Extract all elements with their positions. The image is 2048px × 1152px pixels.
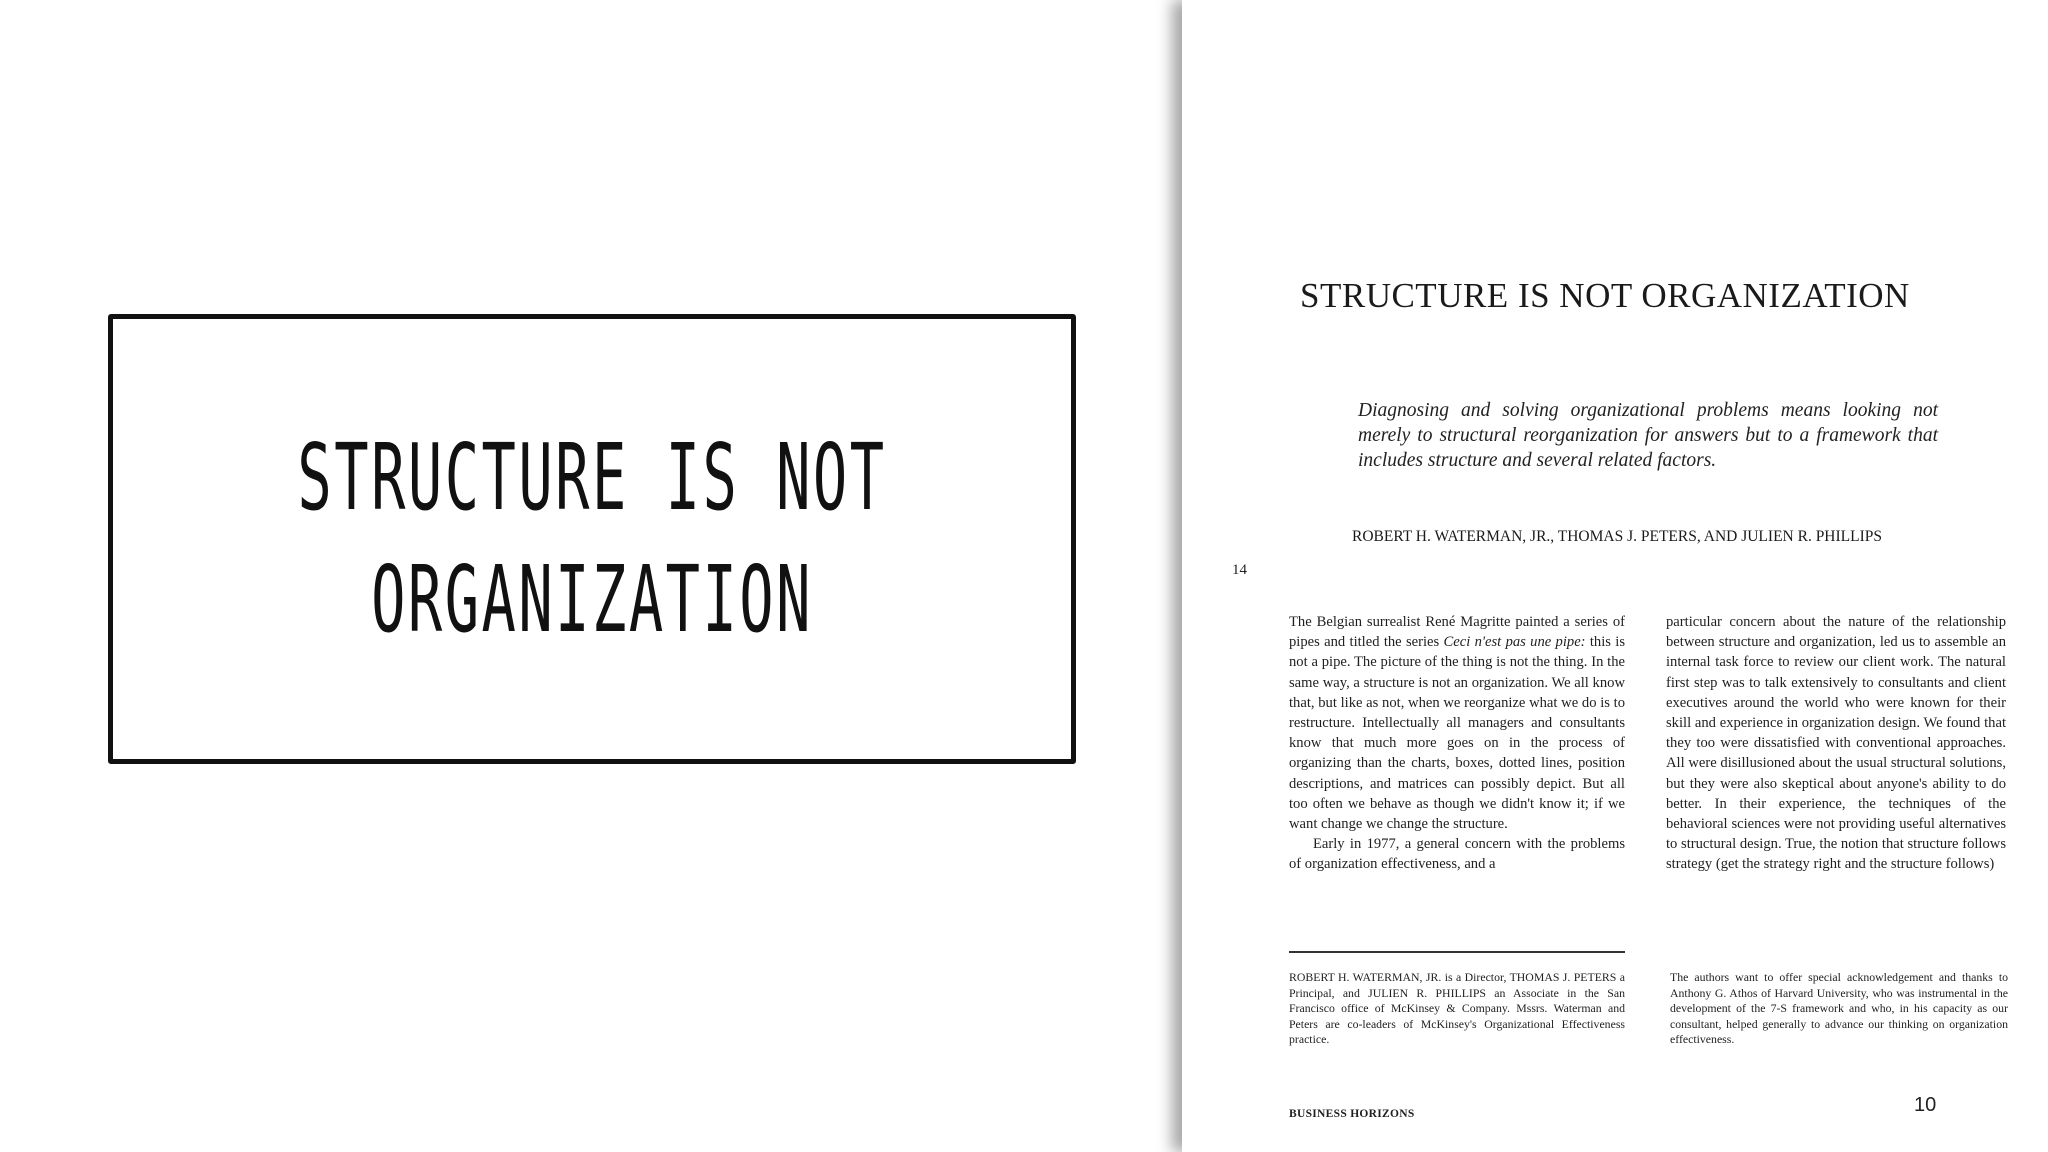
column-left-paragraph-2: Early in 1977, a general concern with the problems of organization effectiveness, and a xyxy=(1289,836,1625,873)
article-authors: ROBERT H. WATERMAN, JR., THOMAS J. PETERS, AND JULIEN R. PHILLIPS xyxy=(1352,528,1883,545)
column-left-paragraph-1 xyxy=(1289,612,1625,834)
article-column-left xyxy=(1289,612,1625,875)
footnote-authors: ROBERT H. WATERMAN, JR. is a Director, THOMAS J. PETERS a Principal, and JULIEN R. PHILLIPS an Associate in the San Francisco office of McKinsey & Company. Mssrs. Waterman and Peters are co-leaders of McKinsey's Organizational Effectiveness practice. xyxy=(1289,970,1625,1047)
article-abstract: Diagnosing and solving organizational problems means looking not merely to structural reorganization for answers but to a framework that includes structure and several related factors. xyxy=(1358,400,1938,471)
footnote-acknowledgement: The authors want to offer special acknowledgement and thanks to Anthony G. Athos of Harvard University, who was instrumental in the development of the 7-S framework and who, in his capacity as our consultant, helped generally to advance our thinking on organization effectiveness. xyxy=(1670,970,2008,1047)
column-right-paragraph-1: particular concern about the nature of the relationship between structure and organization, led us to assemble an internal task force to review our client work. The natural first step was to talk extensively to consultants and client executives around the world who were known for their skill and experience in organization design. We found that they too were dissatisfied with conventional approaches. All were disillusioned about the usual structural solutions, but they were also skeptical about anyone's ability to do better. In their experience, the techniques of the behavioral sciences were not providing useful alternatives to structural design. True, the notion that structure follows strategy (get the strategy right and the structure follows) xyxy=(1666,614,2006,873)
article-column-right xyxy=(1666,612,2006,875)
para1-text-end: this is not a pipe. The picture of the thing is not the thing. In the same way, a structure is not an organization. We all know that, but like as not, when we reorganize what we do is to restructure. Intellectually all managers and consultants know that much more goes on in the process of organizing than the charts, boxes, dotted lines, position descriptions, and matrices can possibly depict. But all too often we behave as though we didn't know it; if we want change we change the structure. xyxy=(1289,634,1626,833)
journal-name: BUSINESS HORIZONS xyxy=(1289,1108,1415,1120)
slide-title: STRUCTURE IS NOT ORGANIZATION xyxy=(297,424,887,653)
para1-text-start: The Belgian surrealist René Magritte painted a series of pipes and titled the series xyxy=(1289,614,1625,651)
title-box xyxy=(108,314,1076,764)
slide-number: 10 xyxy=(1914,1094,1937,1116)
article-page-scan xyxy=(1182,0,2048,1152)
article-page-number: 14 xyxy=(1232,562,1247,578)
para1-italic-phrase: Ceci n'est pas une pipe: xyxy=(1443,634,1586,651)
footnote-divider xyxy=(1289,951,1625,953)
article-title: STRUCTURE IS NOT ORGANIZATION xyxy=(1300,276,1910,315)
